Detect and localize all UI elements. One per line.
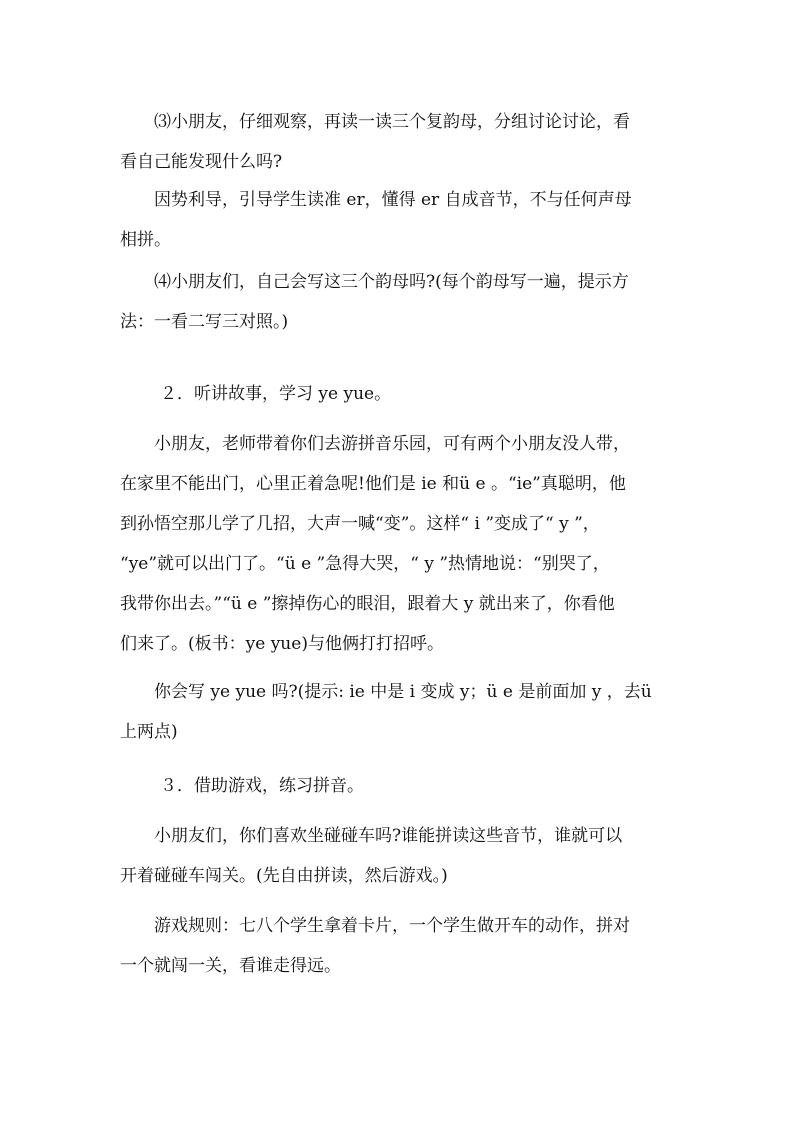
text-line: 们来了。(板书：ye yue)与他俩打打招呼。 bbox=[120, 634, 444, 654]
text-line: 小朋友，老师带着你们去游拼音乐园，可有两个小朋友没人带， bbox=[154, 434, 630, 454]
text-line: 我带你出去。”“ü e ”擦掉伤心的眼泪，跟着大 y 就出来了，你看他 bbox=[120, 594, 615, 614]
text-line: 游戏规则：七八个学生拿着卡片，一个学生做开车的动作，拼对 bbox=[154, 916, 630, 936]
text-line: ⑶小朋友，仔细观察，再读一读三个复韵母，分组讨论讨论，看 bbox=[154, 112, 630, 132]
text-line: 你会写 ye yue 吗?(提示: ie 中是 i 变成 y；ü e 是前面加 y ，去ü bbox=[154, 682, 652, 702]
text-line: 到孙悟空那儿学了几招，大声一喊“变”。这样“ i ”变成了“ y ”， bbox=[120, 514, 600, 534]
paragraph-write-finals bbox=[120, 262, 680, 342]
paragraph-bumper-cars bbox=[120, 816, 680, 896]
paragraph-game-rules bbox=[120, 906, 680, 986]
heading-game-practice bbox=[120, 766, 680, 806]
text-line: 小朋友们，你们喜欢坐碰碰车吗?谁能拼读这些音节，谁就可以 bbox=[154, 826, 623, 846]
paragraph-story bbox=[120, 424, 680, 664]
heading-listen-story bbox=[120, 374, 680, 414]
text-line: 一个就闯一关，看谁走得远。 bbox=[120, 956, 341, 976]
paragraph-observe-finals bbox=[120, 102, 680, 182]
section-heading: ３．借助游戏，练习拼音。 bbox=[160, 776, 364, 796]
text-line: 在家里不能出门，心里正着急呢!他们是 ie 和ü e 。“ie”真聪明，他 bbox=[120, 474, 626, 494]
text-line: 法：一看二写三对照。) bbox=[120, 312, 289, 332]
text-line: 相拼。 bbox=[120, 230, 171, 250]
text-line: “ye”就可以出门了。“ü e ”急得大哭，“ y ”热情地说：“别哭了， bbox=[120, 554, 610, 574]
paragraph-write-ye-yue bbox=[120, 672, 680, 752]
text-line: 因势利导，引导学生读准 er，懂得 er 自成音节，不与任何声母 bbox=[154, 190, 632, 210]
text-line: 开着碰碰车闯关。(先自由拼读，然后游戏。) bbox=[120, 866, 448, 886]
section-heading: ２．听讲故事，学习 ye yue。 bbox=[160, 384, 392, 404]
paragraph-er-syllable bbox=[120, 180, 680, 260]
text-line: 看自己能发现什么吗? bbox=[120, 152, 283, 172]
text-line: ⑷小朋友们，自己会写这三个韵母吗?(每个韵母写一遍，提示方 bbox=[154, 272, 629, 292]
text-line: 上两点) bbox=[120, 722, 178, 742]
